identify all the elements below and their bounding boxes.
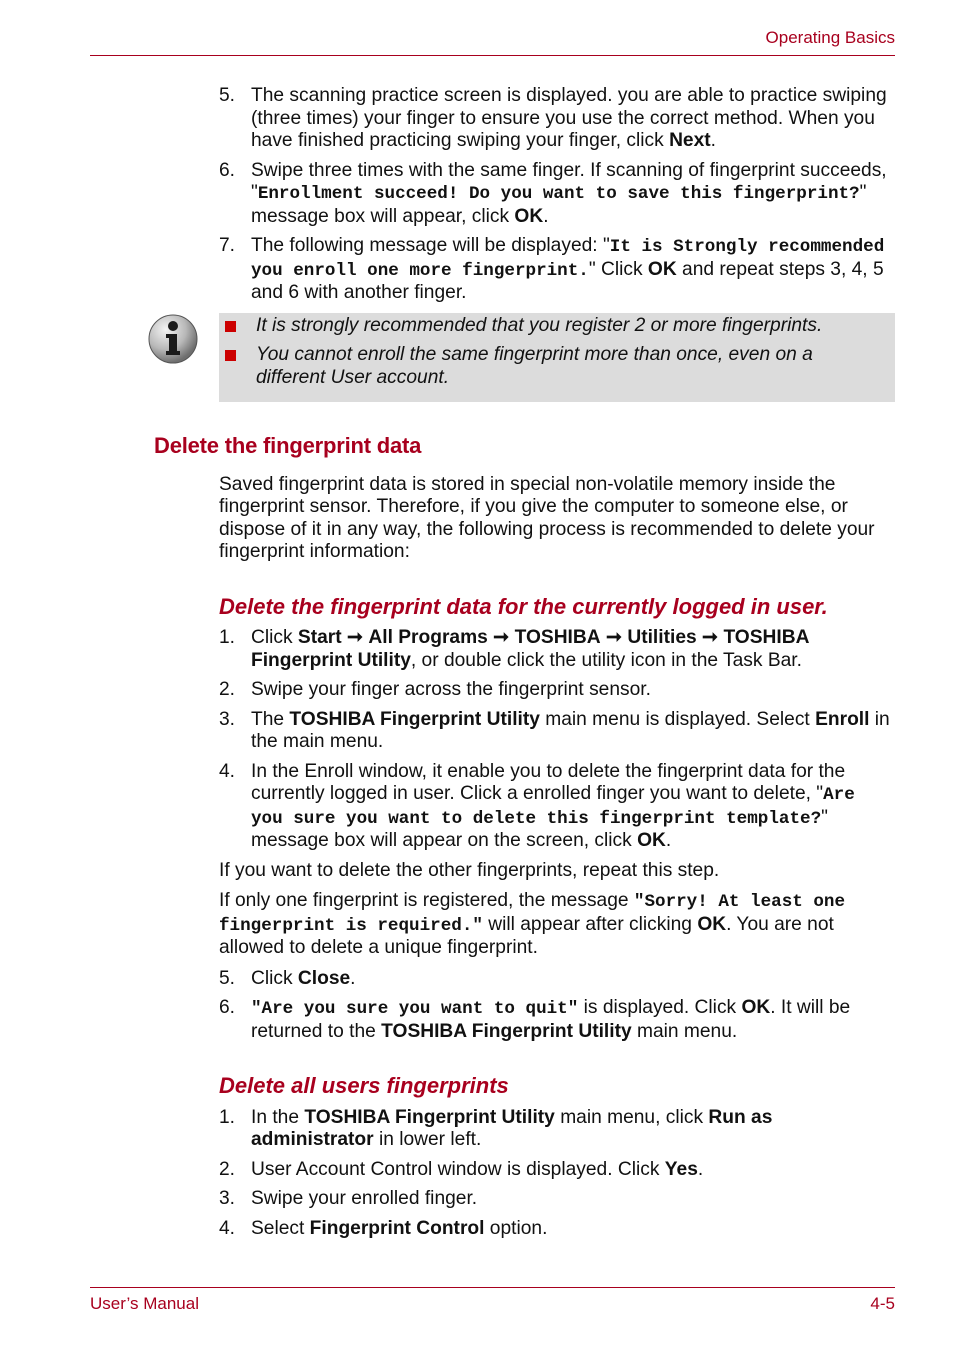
list-item: 6. Swipe three times with the same finger. If scanning of fingerprint succeeds, "Enrollment succeed! Do you want to save this fingerprint?" message box will appear, click OK. bbox=[219, 159, 887, 227]
page-header bbox=[90, 0, 895, 56]
list-item: 6. "Are you sure you want to quit" is displayed. Click OK. It will be returned to the TOSHIBA Fingerprint Utility main menu. bbox=[219, 997, 851, 1042]
section-intro: Saved fingerprint data is stored in special non-volatile memory inside the fingerprint sensor. Therefore, if you give the computer to someone else, or dispose of it in any way, the following process is recommended to delete your fingerprint information: bbox=[219, 473, 875, 562]
list-item: 1. In the TOSHIBA Fingerprint Utility main menu, click Run as administrator in lower left. bbox=[219, 1106, 773, 1150]
page-content bbox=[154, 85, 895, 1247]
bullet-square-icon bbox=[225, 350, 236, 361]
list-item: 1. Click Start ➞ All Programs ➞ TOSHIBA ➞ Utilities ➞ TOSHIBA Fingerprint Utility, or double click the utility icon in the Task Bar. bbox=[219, 627, 809, 671]
header-section-title: Operating Basics bbox=[765, 28, 895, 47]
info-icon bbox=[147, 313, 199, 365]
list-item: 2. User Account Control window is displayed. Click Yes. bbox=[219, 1158, 704, 1180]
arrow-right-icon: ➞ bbox=[346, 627, 364, 648]
paragraph: If you want to delete the other fingerprints, repeat this step. bbox=[219, 859, 720, 881]
paragraph: If only one fingerprint is registered, the message "Sorry! At least one fingerprint is required." will appear after clicking OK. You are not allowed to delete a unique fingerprint. bbox=[219, 890, 846, 958]
bullet-square-icon bbox=[225, 321, 236, 332]
page-footer bbox=[90, 1287, 895, 1313]
section-heading: Delete the fingerprint data bbox=[154, 433, 422, 458]
list-item: 4. Select Fingerprint Control option. bbox=[219, 1217, 548, 1239]
page-number: 4-5 bbox=[870, 1294, 895, 1313]
note-bullet: You cannot enroll the same fingerprint more than once, even on a different User account. bbox=[256, 344, 885, 389]
footer-manual-title: User’s Manual bbox=[90, 1294, 199, 1313]
list-item: 4. In the Enroll window, it enable you to delete the fingerprint data for the currently logged in user. Click a enrolled finger you want to delete, "Are you sure you want to delete this fingerprint template?" message box will appear on the screen, click OK. bbox=[219, 760, 855, 851]
arrow-right-icon: ➞ bbox=[493, 627, 510, 648]
list-item: 5. The scanning practice screen is displayed. you are able to practice swiping (three times) your finger to ensure you use the correct method. When you have finished practicing swiping your finger, click Next. bbox=[219, 85, 887, 151]
note-box bbox=[219, 313, 895, 403]
list-item: 7. The following message will be displayed: "It is Strongly recommended you enroll one more fingerprint." Click OK and repeat steps 3, 4, 5 and 6 with another finger. bbox=[219, 235, 885, 303]
arrow-right-icon: ➞ bbox=[605, 627, 623, 648]
list-item: 2. Swipe your finger across the fingerprint sensor. bbox=[219, 679, 651, 700]
list-item: 5. Click Close. bbox=[219, 967, 356, 989]
arrow-right-icon: ➞ bbox=[702, 627, 719, 648]
subsection-heading: Delete the fingerprint data for the currently logged in user. bbox=[219, 593, 828, 619]
list-item: 3. Swipe your enrolled finger. bbox=[219, 1188, 478, 1209]
note-bullet: It is strongly recommended that you register 2 or more fingerprints. bbox=[256, 315, 885, 338]
list-item: 3. The TOSHIBA Fingerprint Utility main menu is displayed. Select Enroll in the main menu. bbox=[219, 708, 890, 752]
subsection-heading: Delete all users fingerprints bbox=[219, 1073, 509, 1098]
